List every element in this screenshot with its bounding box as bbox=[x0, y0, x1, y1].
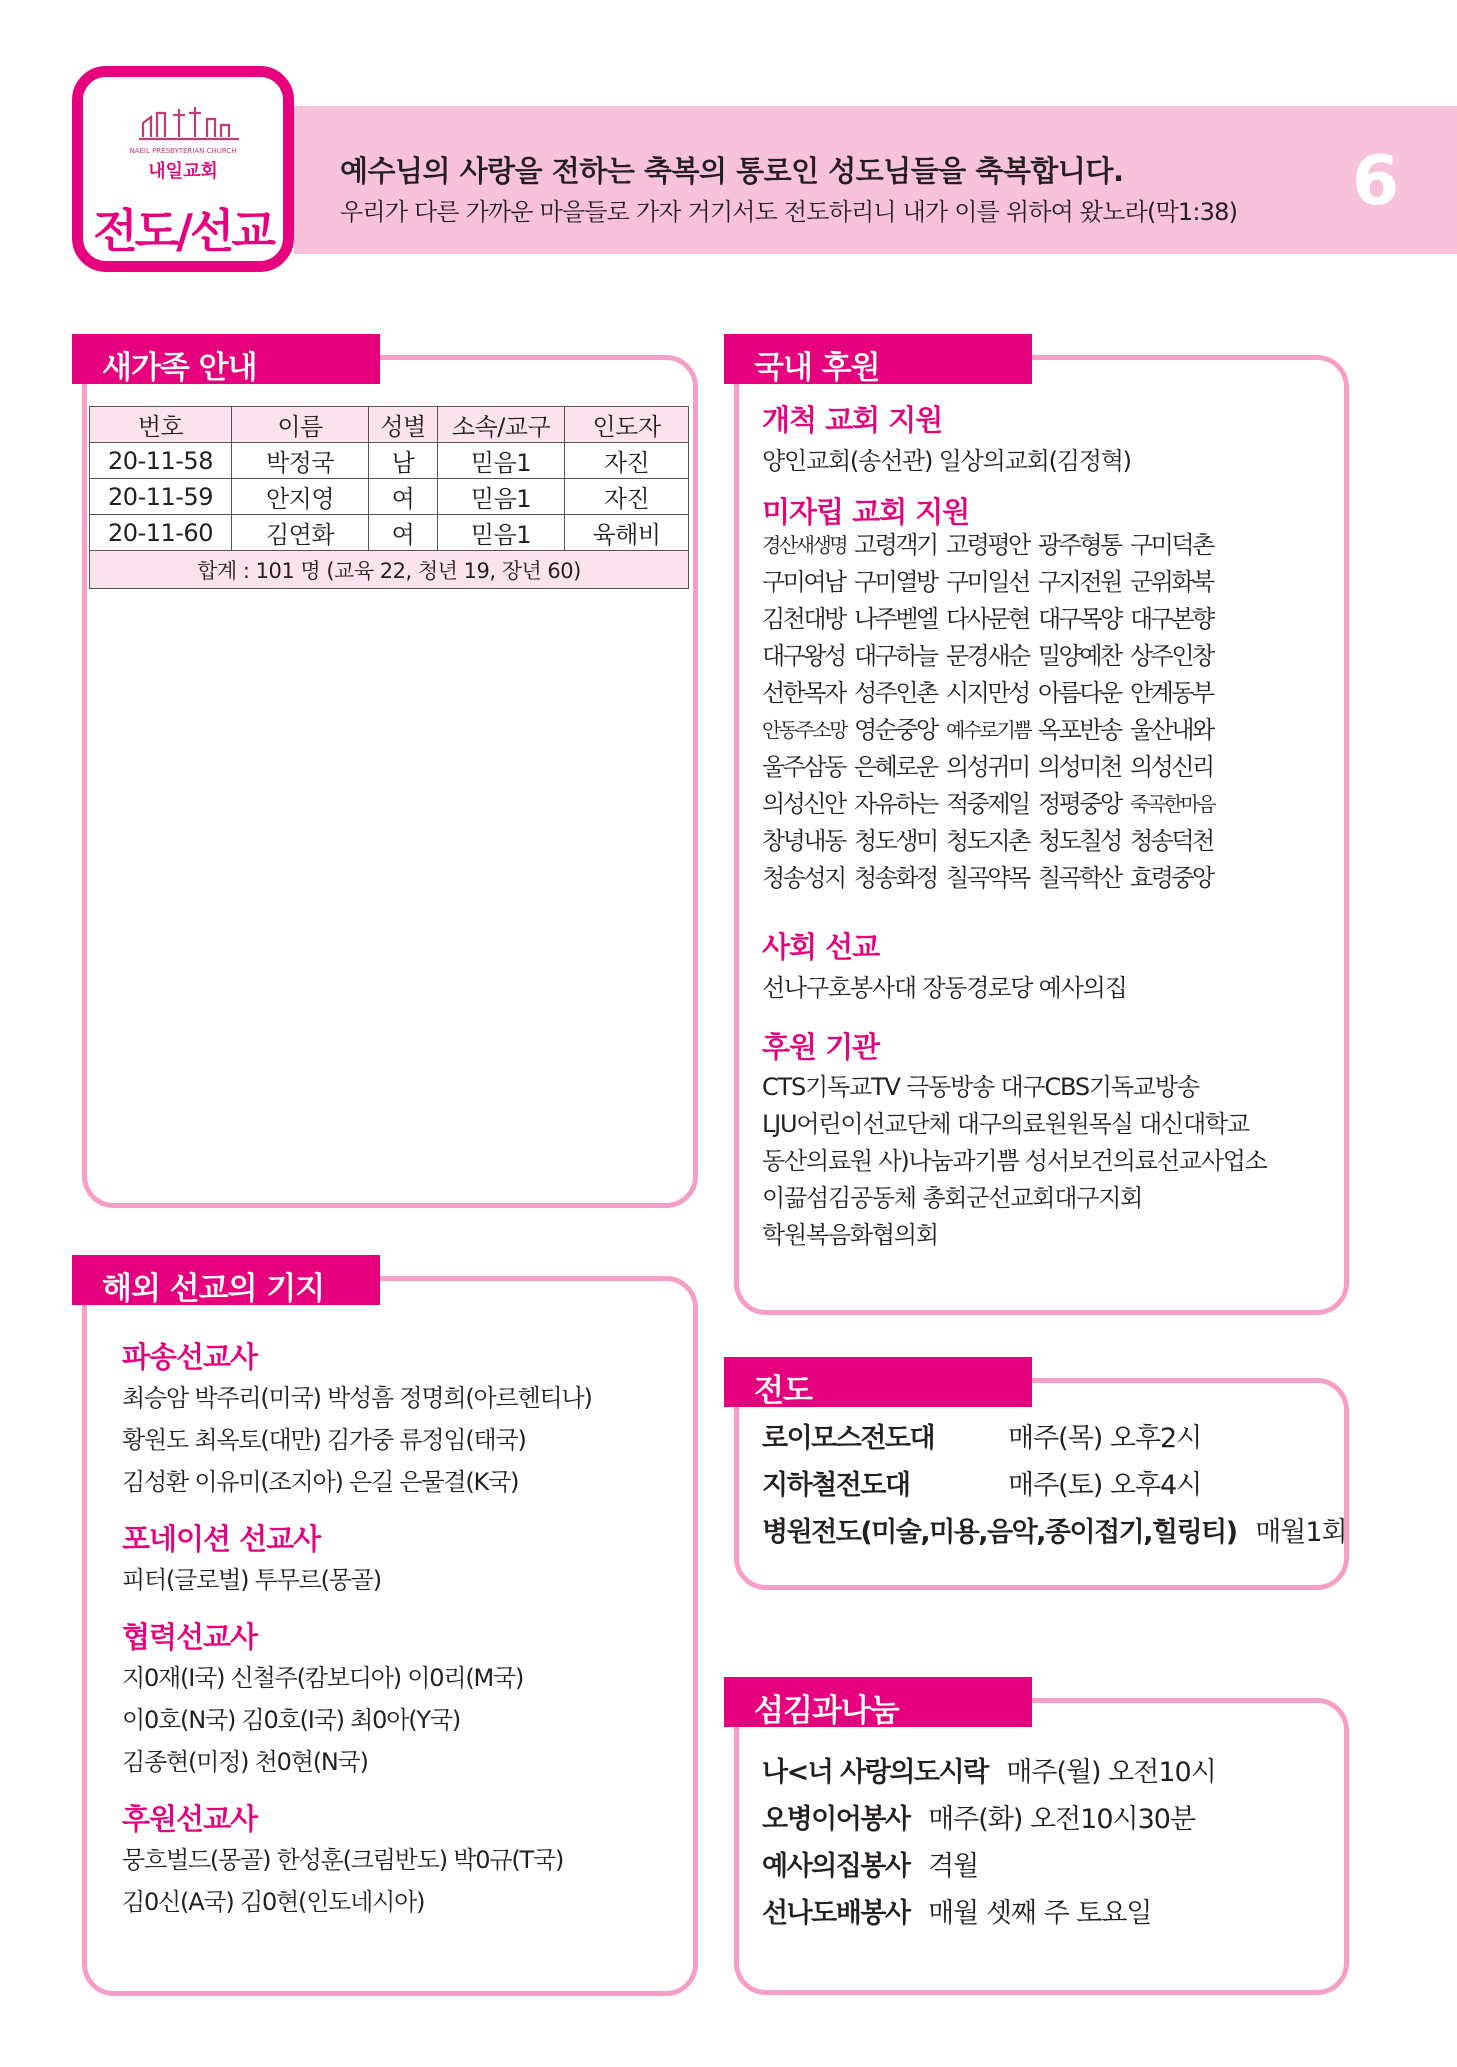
evangelism-tab: 전도 bbox=[724, 1357, 1032, 1407]
total-cell: 합계 : 101 명 (교육 22, 청년 19, 장년 60) bbox=[90, 551, 689, 589]
table-row bbox=[90, 515, 689, 551]
church-name: 예수로기쁨 bbox=[946, 718, 1031, 742]
evangelism-time: 매주(토) 오후4시 bbox=[1008, 1470, 1202, 1501]
social-line: 선나구호봉사대 장동경로당 예사의집 bbox=[762, 974, 1127, 1002]
social-title: 사회 선교 bbox=[762, 930, 880, 964]
service-row bbox=[762, 1750, 1216, 1789]
cell-guide: 자진 bbox=[565, 443, 689, 479]
church-name: 구미일선 bbox=[946, 568, 1029, 596]
service-time: 매주(화) 오전10시30분 bbox=[928, 1804, 1196, 1835]
evangelism-time: 매월1회 bbox=[1255, 1517, 1347, 1548]
col-header-district: 소속/교구 bbox=[438, 407, 565, 443]
cell-number: 20-11-59 bbox=[90, 479, 232, 515]
church-name: 밀양예찬 bbox=[1038, 642, 1121, 670]
org-line: 동산의료원 사)나눔과기쁨 성서보건의료선교사업소 bbox=[762, 1147, 1267, 1175]
table-total-row bbox=[90, 551, 689, 589]
church-name: 자유하는 bbox=[854, 790, 937, 818]
overseas-line: 김성환 이유미(조지아) 은길 은물결(K국) bbox=[122, 1468, 519, 1496]
church-name: 광주형통 bbox=[1038, 531, 1121, 559]
overseas-line: 뭉흐벌드(몽골) 한성훈(크림반도) 박0규(T국) bbox=[122, 1846, 564, 1874]
cell-gender: 여 bbox=[369, 515, 438, 551]
header-banner bbox=[294, 106, 1457, 254]
section-title: 전도/선교 bbox=[93, 204, 273, 258]
cell-district: 믿음1 bbox=[438, 515, 565, 551]
service-row bbox=[762, 1891, 1152, 1930]
church-name: 청도칠성 bbox=[1038, 827, 1121, 855]
org-line: 학원복음화협의회 bbox=[762, 1221, 938, 1249]
newcomers-table bbox=[89, 406, 689, 589]
header-line1: 예수님의 사랑을 전하는 축복의 통로인 성도님들을 축복합니다. bbox=[340, 154, 1124, 188]
church-name: 영순중앙 bbox=[854, 716, 937, 744]
overseas-line: 지0재(I국) 신철주(캄보디아) 이0리(M국) bbox=[122, 1664, 524, 1692]
church-name: 아름다운 bbox=[1038, 679, 1121, 707]
church-logo-icon bbox=[139, 103, 239, 141]
overseas-line: 김0신(A국) 김0현(인도네시아) bbox=[122, 1888, 425, 1916]
org-line: 이끎섬김공동체 총회군선교회대구지회 bbox=[762, 1184, 1143, 1212]
evangelism-row bbox=[762, 1463, 1202, 1502]
evangelism-row bbox=[762, 1416, 1202, 1455]
evangelism-name: 지하철전도대 bbox=[762, 1470, 910, 1501]
church-grid bbox=[762, 532, 1222, 892]
evangelism-row bbox=[762, 1510, 1347, 1549]
service-name: 오병이어봉사 bbox=[762, 1804, 910, 1835]
pioneer-line: 양인교회(송선관) 일상의교회(김정혁) bbox=[762, 447, 1131, 475]
church-name: 안계동부 bbox=[1130, 679, 1213, 707]
church-name: 청송화정 bbox=[854, 864, 937, 892]
church-name: 대구왕성 bbox=[762, 642, 845, 670]
col-header-number: 번호 bbox=[90, 407, 232, 443]
church-name: 청도지촌 bbox=[946, 827, 1029, 855]
table-row bbox=[90, 443, 689, 479]
evangelism-name: 로이모스전도대 bbox=[762, 1423, 935, 1454]
service-tab: 섬김과나눔 bbox=[724, 1677, 1032, 1727]
cell-guide: 육해비 bbox=[565, 515, 689, 551]
church-name: 고령평안 bbox=[946, 531, 1029, 559]
service-time: 격월 bbox=[928, 1851, 979, 1882]
col-header-guide: 인도자 bbox=[565, 407, 689, 443]
service-row bbox=[762, 1797, 1195, 1836]
cell-name: 박정국 bbox=[232, 443, 369, 479]
service-time: 매월 셋째 주 토요일 bbox=[928, 1898, 1152, 1929]
service-time: 매주(월) 오전10시 bbox=[1006, 1757, 1216, 1788]
church-name: 청송성지 bbox=[762, 864, 845, 892]
cell-district: 믿음1 bbox=[438, 479, 565, 515]
church-name: 의성신리 bbox=[1130, 753, 1213, 781]
church-name: 구미덕촌 bbox=[1130, 531, 1213, 559]
cell-name: 안지영 bbox=[232, 479, 369, 515]
org-title: 후원 기관 bbox=[762, 1030, 880, 1064]
church-name: 선한목자 bbox=[762, 679, 845, 707]
overseas-group-title: 후원선교사 bbox=[122, 1802, 258, 1836]
service-name: 선나도배봉사 bbox=[762, 1898, 910, 1929]
church-name: 청송덕천 bbox=[1130, 827, 1213, 855]
church-name: 문경새순 bbox=[946, 642, 1029, 670]
org-line: LJU어린이선교단체 대구의료원원목실 대신대학교 bbox=[762, 1110, 1249, 1138]
church-name: 칠곡약목 bbox=[946, 864, 1029, 892]
church-name: 고령객기 bbox=[854, 531, 937, 559]
cell-district: 믿음1 bbox=[438, 443, 565, 479]
org-line: CTS기독교TV 극동방송 대구CBS기독교방송 bbox=[762, 1073, 1199, 1101]
cell-gender: 여 bbox=[369, 479, 438, 515]
church-name: 대구본향 bbox=[1130, 605, 1213, 633]
col-header-name: 이름 bbox=[232, 407, 369, 443]
church-name: 은혜로운 bbox=[854, 753, 937, 781]
header-line2: 우리가 다른 가까운 마을들로 가자 거기서도 전도하리니 내가 이를 위하여 왔노라(막1:38) bbox=[340, 198, 1238, 226]
domestic-tab: 국내 후원 bbox=[724, 334, 1032, 384]
church-name: 구지전원 bbox=[1038, 568, 1121, 596]
table-header-row bbox=[90, 407, 689, 443]
cell-name: 김연화 bbox=[232, 515, 369, 551]
evangelism-name: 병원전도(미술,미용,음악,종이접기,힐링티) bbox=[762, 1517, 1237, 1548]
church-name: 칠곡학산 bbox=[1038, 864, 1121, 892]
logo-name: 내일교회 bbox=[148, 161, 218, 182]
church-name: 창녕내동 bbox=[762, 827, 845, 855]
church-name: 의성미천 bbox=[1038, 753, 1121, 781]
section-badge bbox=[72, 66, 294, 272]
col-header-gender: 성별 bbox=[369, 407, 438, 443]
overseas-group-title: 포네이션 선교사 bbox=[122, 1522, 321, 1556]
evangelism-time: 매주(목) 오후2시 bbox=[1008, 1423, 1202, 1454]
church-name: 옥포반송 bbox=[1038, 716, 1121, 744]
pioneer-title: 개척 교회 지원 bbox=[762, 403, 943, 437]
church-name: 시지만성 bbox=[946, 679, 1029, 707]
church-name: 성주인촌 bbox=[854, 679, 937, 707]
church-name: 의성신안 bbox=[762, 790, 845, 818]
church-name: 청도생미 bbox=[854, 827, 937, 855]
church-name: 구미여남 bbox=[762, 568, 845, 596]
service-name: 예사의집봉사 bbox=[762, 1851, 910, 1882]
page-number: 6 bbox=[1352, 142, 1400, 221]
church-name: 구미열방 bbox=[854, 568, 937, 596]
overseas-tab: 해외 선교의 기지 bbox=[72, 1255, 380, 1305]
service-row bbox=[762, 1844, 978, 1883]
church-name: 안동주소망 bbox=[762, 718, 847, 742]
cell-gender: 남 bbox=[369, 443, 438, 479]
service-name: 나<너 사랑의도시락 bbox=[762, 1757, 988, 1788]
unestablished-title: 미자립 교회 지원 bbox=[762, 495, 970, 529]
table-row bbox=[90, 479, 689, 515]
church-name: 나주벧엘 bbox=[854, 605, 937, 633]
church-name: 울주삼동 bbox=[762, 753, 845, 781]
church-name: 정평중앙 bbox=[1038, 790, 1121, 818]
overseas-line: 이0호(N국) 김0호(I국) 최0아(Y국) bbox=[122, 1706, 460, 1734]
church-name: 의성귀미 bbox=[946, 753, 1029, 781]
church-name: 상주인창 bbox=[1130, 642, 1213, 670]
logo-subtitle: NAEIL PRESBYTERIAN CHURCH bbox=[129, 147, 237, 155]
church-name: 경산새생명 bbox=[762, 533, 847, 557]
overseas-group-title: 협력선교사 bbox=[122, 1620, 258, 1654]
overseas-line: 피터(글로벌) 투무르(몽골) bbox=[122, 1566, 381, 1594]
newcomers-tab: 새가족 안내 bbox=[72, 334, 380, 384]
overseas-group-title: 파송선교사 bbox=[122, 1340, 258, 1374]
church-name: 군위화북 bbox=[1130, 568, 1213, 596]
church-name: 죽곡한마음 bbox=[1130, 792, 1215, 816]
overseas-line: 최승암 박주리(미국) 박성흠 정명희(아르헨티나) bbox=[122, 1384, 592, 1412]
church-name: 대구하늘 bbox=[854, 642, 937, 670]
cell-number: 20-11-60 bbox=[90, 515, 232, 551]
church-name: 적중제일 bbox=[946, 790, 1029, 818]
cell-guide: 자진 bbox=[565, 479, 689, 515]
church-name: 울산내와 bbox=[1130, 716, 1213, 744]
overseas-line: 김종현(미정) 천0현(N국) bbox=[122, 1748, 368, 1776]
overseas-line: 황원도 최옥토(대만) 김가중 류정임(태국) bbox=[122, 1426, 526, 1454]
church-name: 다사문현 bbox=[946, 605, 1029, 633]
church-name: 대구목양 bbox=[1038, 605, 1121, 633]
church-name: 효령중앙 bbox=[1130, 864, 1213, 892]
church-name: 김천대방 bbox=[762, 605, 845, 633]
cell-number: 20-11-58 bbox=[90, 443, 232, 479]
